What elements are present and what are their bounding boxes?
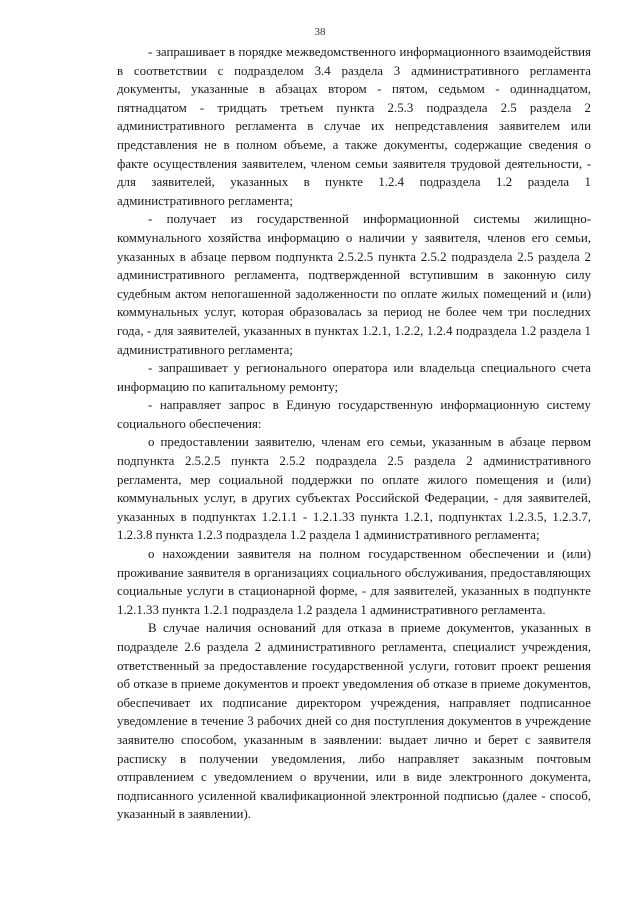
paragraph-4: - направляет запрос в Единую государственную информационную систему социального обеспечения: <box>117 398 591 431</box>
paragraph-6: о нахождении заявителя на полном государственном обеспечении и (или) проживание заявителя в организациях социального обслуживания, предоставляющих социальные услуги в стационарной форме, - для заявителей, указанных в подпункте 1.2.1.33 пункта 1.2.1 подраздела 1.2 раздела 1 административного регламента. <box>117 547 591 617</box>
page-number: 38 <box>314 26 326 38</box>
body-text <box>117 43 591 824</box>
paragraph-1: - запрашивает в порядке межведомственного информационного взаимодействия в соответствии с подразделом 3.4 раздела 3 административного регламента документы, указанные в абзацах втором - пятом, седьмом - одиннадцатом, пятнадцатом - тридцать третьем пункта 2.5.3 подраздела 2.5 раздела 2 административного регламента в случае их непредставления заявителем или представления не в полном объеме, а также документы, содержащие сведения о факте осуществления заявителем, членом семьи заявителя трудовой деятельности, - для заявителей, указанных в пункте 1.2.4 подраздела 1.2 раздела 1 административного регламента; <box>117 45 591 208</box>
paragraph-7: В случае наличия оснований для отказа в приеме документов, указанных в подразделе 2.6 раздела 2 административного регламента, специалист учреждения, ответственный за предоставление государственной услуги, готовит проект решения об отказе в приеме документов и проект уведомления об отказе в приеме документов, обеспечивает их подписание директором учреждения, направляет подписанное уведомление в течение 3 рабочих дней со дня поступления документов в учреждение заявителю способом, указанным в заявлении: выдает лично и берет с заявителя расписку в получении уведомления, либо направляет заказным почтовым отправлением с уведомлением о вручении, или в виде электронного документа, подписанного усиленной квалификационной электронной подписью (далее - способ, указанный в заявлении). <box>117 621 591 822</box>
paragraph-5: о предоставлении заявителю, членам его семьи, указанным в абзаце первом подпункта 2.5.2.5 пункта 2.5.2 подраздела 2.5 раздела 2 административного регламента, мер социальной поддержки по оплате жилого помещения и (или) коммунальных услуг, в других субъектах Российской Федерации, - для заявителей, указанных в подпунктах 1.2.1.1 - 1.2.1.33 пункта 1.2.1, подпунктах 1.2.3.5, 1.2.3.7, 1.2.3.8 пункта 1.2.3 подраздела 1.2 раздела 1 административного регламента; <box>117 435 591 543</box>
paragraph-3: - запрашивает у регионального оператора или владельца специального счета информацию по капитальному ремонту; <box>117 361 591 394</box>
paragraph-2: - получает из государственной информационной системы жилищно-коммунального хозяйства информацию о наличии у заявителя, членов его семьи, указанных в абзаце первом подпункта 2.5.2.5 пункта 2.5.2 подраздела 2.5 раздела 2 административного регламента, подтвержденной вступившим в законную силу судебным актом непогашенной задолженности по оплате жилых помещений и (или) коммунальных услуг, которая образовалась за период не более чем три последних года, - для заявителей, указанных в пунктах 1.2.1, 1.2.2, 1.2.4 подраздела 1.2 раздела 1 административного регламента; <box>117 212 591 357</box>
